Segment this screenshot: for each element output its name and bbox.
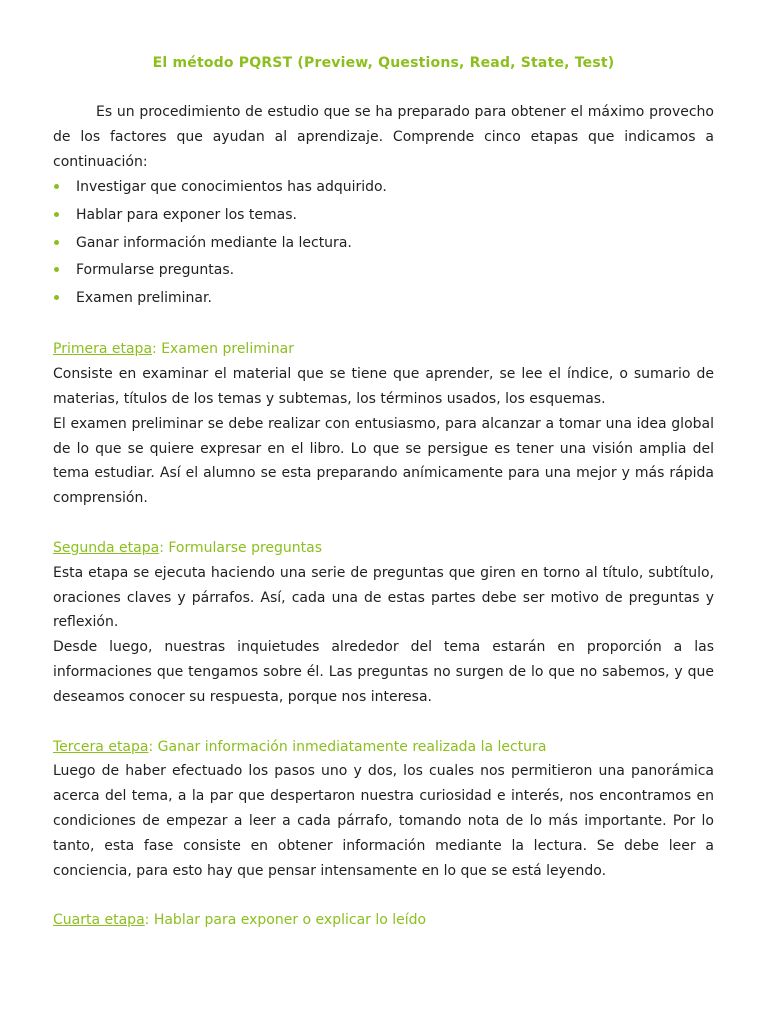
stage-title: Examen preliminar xyxy=(156,341,294,358)
stage-colon: : xyxy=(152,341,157,358)
stage-title: Hablar para exponer o explicar lo leído xyxy=(149,912,427,929)
document-page xyxy=(53,52,714,933)
stage-label: Segunda etapa xyxy=(53,539,160,556)
section-paragraph: Esta etapa se ejecuta haciendo una serie de preguntas que giren en torno al título, subtítulo, oraciones claves y párrafos. Así, cada una de estas partes debe ser motivo de preguntas y reflexión. xyxy=(53,564,714,631)
section-heading-primera xyxy=(53,337,714,362)
section-heading-cuarta xyxy=(53,908,714,933)
bullet-icon xyxy=(54,184,59,189)
list-item-text: Ganar información mediante la lectura. xyxy=(76,234,352,251)
stage-label: Cuarta etapa xyxy=(53,912,145,929)
section-heading-tercera xyxy=(53,735,714,760)
list-item xyxy=(53,285,714,313)
bullet-icon xyxy=(54,295,59,300)
section-paragraph: Consiste en examinar el material que se tiene que aprender, se lee el índice, o sumario de materias, títulos de los temas y subtemas, los términos usados, los esquemas. xyxy=(53,366,714,407)
stage-title: Formularse preguntas xyxy=(163,539,323,556)
stage-label: Primera etapa xyxy=(53,341,153,358)
list-item-text: Formularse preguntas. xyxy=(76,262,235,279)
list-item-text: Hablar para exponer los temas. xyxy=(76,206,297,223)
intro-paragraph: Es un procedimiento de estudio que se ha preparado para obtener el máximo provecho de los factores que ayudan al aprendizaje. Comprende cinco etapas que indicamos a continuación: xyxy=(53,104,714,170)
document-title: El método PQRST (Preview, Questions, Read, State, Test) xyxy=(152,55,615,71)
list-item xyxy=(53,230,714,258)
bullet-icon xyxy=(54,240,59,245)
section-paragraph: Desde luego, nuestras inquietudes alrededor del tema estarán en proporción a las informaciones que tengamos sobre él. Las preguntas no surgen de lo que no sabemos, y que deseamos conocer su respuesta, porque nos interesa. xyxy=(53,639,714,705)
stage-colon: : xyxy=(148,738,154,755)
stage-colon: : xyxy=(144,912,150,929)
stage-title: Ganar información inmediatamente realizada la lectura xyxy=(153,738,547,755)
bullet-icon xyxy=(54,212,59,217)
stage-colon: : xyxy=(159,539,164,556)
section-paragraph: Luego de haber efectuado los pasos uno y dos, los cuales nos permitieron una panorámica acerca del tema, a la par que despertaron nuestra curiosidad e interés, nos encontramos en condiciones de empezar a leer a cada párrafo, tomando nota de lo más importante. Por lo tanto, esta fase consiste en obtener información mediante la lectura. Se debe leer a conciencia, para esto hay que pensar intensamente en lo que se está leyendo. xyxy=(53,763,714,879)
list-item xyxy=(53,202,714,230)
stages-list xyxy=(53,174,714,312)
list-item xyxy=(53,174,714,202)
bullet-icon xyxy=(54,267,59,272)
list-item-text: Investigar que conocimientos has adquirido. xyxy=(76,179,387,196)
stage-label: Tercera etapa xyxy=(53,738,149,755)
section-heading-segunda xyxy=(53,536,714,561)
list-item xyxy=(53,257,714,285)
section-paragraph: El examen preliminar se debe realizar con entusiasmo, para alcanzar a tomar una idea global de lo que se quiere expresar en el libro. Lo que se persigue es tener una visión amplia del tema estudiar. Así el alumno se esta preparando anímicamente para una mejor y más rápida comprensión. xyxy=(53,415,714,507)
list-item-text: Examen preliminar. xyxy=(76,289,212,306)
